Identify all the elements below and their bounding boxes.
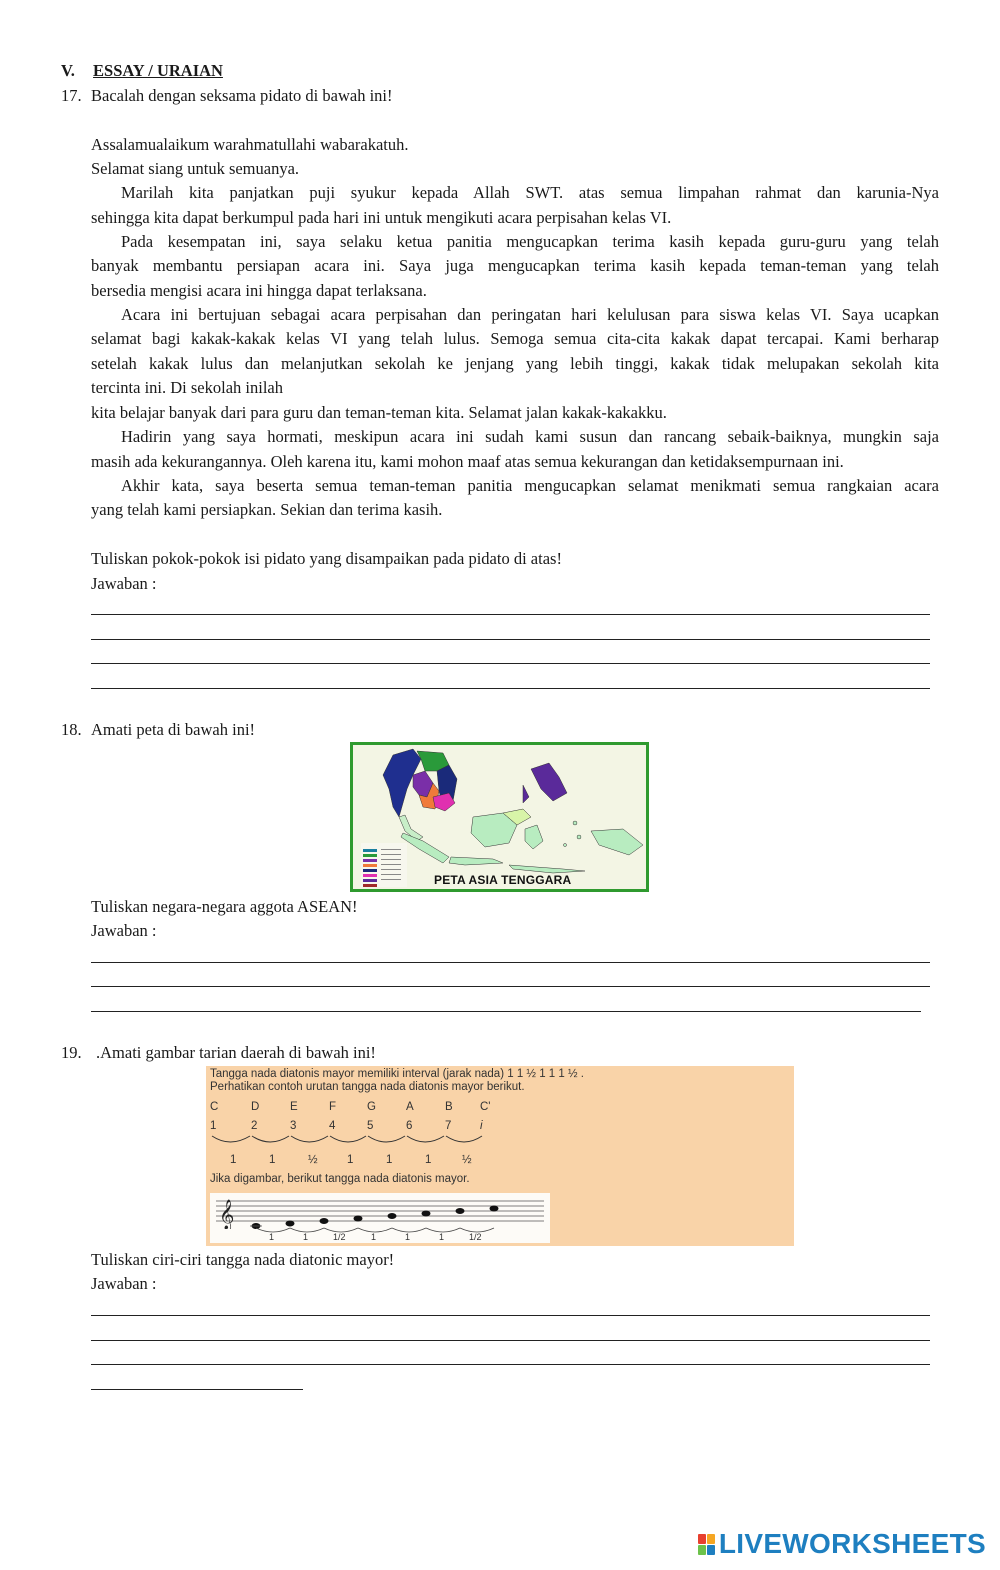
note-number: i [480,1120,483,1132]
speech-greeting: Assalamualaikum warahmatullahi wabarakatuh. [91,135,409,154]
speech-p1-line1: Marilah kita panjatkan puji syukur kepada Allah SWT. atas semua limpahan rahmat dan karunia-Nya [121,183,939,202]
interval-value: 1 [386,1154,393,1166]
interval-value: ½ [462,1154,472,1166]
music-line-3: Jika digambar, berikut tangga nada diatonis mayor. [210,1173,470,1185]
speech-p3-line1: Acara ini bertujuan sebagai acara perpisahan dan peringatan hari kelulusan para siswa kelas VI. Saya ucapkan [121,305,939,324]
q17-answer-line-4[interactable] [91,688,930,689]
interval-value: 1 [425,1154,432,1166]
note-letter: B [445,1101,453,1113]
staff-interval: 1 [405,1232,411,1242]
speech-p1-line2: sehingga kita dapat berkumpul pada hari ini untuk mengikuti acara perpisahan kelas VI. [91,208,672,227]
q17-instruction: Bacalah dengan seksama pidato di bawah ini! [91,86,393,105]
speech-p5-line2: yang telah kami persiapkan. Sekian dan terima kasih. [91,500,443,519]
q19-answer-label: Jawaban : [91,1274,157,1293]
logo-blocks-icon [698,1534,715,1555]
speech-p4-line1: Hadirin yang saya hormati, meskipun acara ini sudah kami susun dan rancang sebaik-baiknya, mungkin saja [121,427,939,446]
music-staff [210,1193,550,1243]
q19-instruction: .Amati gambar tarian daerah di bawah ini! [96,1043,376,1062]
speech-p3-line2: selamat bagi kakak-kakak kelas VI yang telah lulus. Semoga semua cita-cita kakak dapat tercapai. Kami berharap [91,329,939,348]
note-letter: A [406,1101,414,1113]
music-line-2: Perhatikan contoh urutan tangga nada diatonis mayor berikut. [210,1081,525,1093]
staff-interval-values [210,1231,550,1243]
q19-answer-line-4[interactable] [91,1389,303,1390]
section-numeral: V. [61,61,75,80]
speech-p5-line1: Akhir kata, saya beserta semua teman-teman panitia mengucapkan selamat menikmati semua rangkaian acara [121,476,939,495]
speech-p4-line2: masih ada kekurangannya. Oleh karena itu, kami mohon maaf atas semua kekurangan dan ketidaksempurnaan ini. [91,452,844,471]
speech-greeting-2: Selamat siang untuk semuanya. [91,159,300,178]
speech-p2-line3: bersedia mengisi acara ini hingga dapat terlaksana. [91,281,427,300]
note-number: 1 [210,1120,217,1132]
note-letter: G [367,1101,376,1113]
staff-interval: 1 [303,1232,309,1242]
q18-answer-label: Jawaban : [91,921,157,940]
q18-question: Tuliskan negara-negara aggota ASEAN! [91,897,358,916]
note-number: 2 [251,1120,258,1132]
q19-answer-line-1[interactable] [91,1315,930,1316]
q18-answer-line-1[interactable] [91,962,930,963]
interval-arcs [210,1134,490,1148]
note-letter: F [329,1101,337,1113]
interval-value: 1 [230,1154,237,1166]
q17-question: Tuliskan pokok-pokok isi pidato yang disampaikan pada pidato di atas! [91,549,562,568]
interval-value: 1 [347,1154,354,1166]
q19-question: Tuliskan ciri-ciri tangga nada diatonic mayor! [91,1250,395,1269]
note-number: 7 [445,1120,452,1132]
q18-answer-line-3[interactable] [91,1011,921,1012]
staff-interval: 1 [371,1232,377,1242]
q17-answer-line-2[interactable] [91,639,930,640]
map-title: PETA ASIA TENGGARA [434,873,572,887]
q19-number: 19. [61,1043,82,1062]
logo-text: LIVEWORKSHEETS [718,1528,986,1559]
q19-answer-line-3[interactable] [91,1364,930,1365]
note-letter: D [251,1101,260,1113]
q17-answer-label: Jawaban : [91,574,157,593]
q19-answer-line-2[interactable] [91,1340,930,1341]
section-heading [61,61,223,81]
map-drawing [353,745,646,889]
q18-instruction: Amati peta di bawah ini! [91,720,256,739]
speech-p3-line5: kita belajar banyak dari para guru dan teman-teman kita. Selamat jalan kakak-kakakku. [91,403,667,422]
southeast-asia-map [350,742,649,892]
staff-drawing [210,1195,550,1229]
interval-value: ½ [308,1154,318,1166]
staff-interval: 1/2 [333,1232,346,1242]
staff-interval: 1 [269,1232,275,1242]
q18-number: 18. [61,720,82,739]
speech-p3-line3: setelah kakak lulus dan melanjutkan sekolah ke jenjang yang lebih tinggi, kakak tidak melupakan sekolah kita [91,354,939,373]
liveworksheets-logo[interactable] [698,1528,986,1560]
staff-interval: 1 [439,1232,445,1242]
svg-text:𝄞: 𝄞 [219,1200,235,1229]
music-line-1: Tangga nada diatonis mayor memiliki interval (jarak nada) 1 1 ½ 1 1 1 ½ . [210,1068,584,1080]
diatonic-scale-figure [206,1066,794,1246]
speech-p2-line1: Pada kesempatan ini, saya selaku ketua panitia mengucapkan terima kasih kepada guru-guru yang telah [121,232,939,251]
note-letter: C [210,1101,219,1113]
section-title: ESSAY / URAIAN [93,61,223,80]
q17-number: 17. [61,86,82,105]
note-number: 5 [367,1120,374,1132]
q18-answer-line-2[interactable] [91,986,930,987]
note-letter: E [290,1101,298,1113]
note-number: 3 [290,1120,297,1132]
note-number: 6 [406,1120,413,1132]
interval-value: 1 [269,1154,276,1166]
note-number: 4 [329,1120,336,1132]
speech-p3-line4: tercinta ini. Di sekolah inilah [91,378,283,397]
speech-p2-line2: banyak membantu persiapan acara ini. Saya juga mengucapkan terima kasih kepada teman-teman yang telah [91,256,939,275]
q17-answer-line-3[interactable] [91,663,930,664]
q17-answer-line-1[interactable] [91,614,930,615]
note-letter: C' [480,1101,491,1113]
staff-interval: 1/2 [469,1232,482,1242]
